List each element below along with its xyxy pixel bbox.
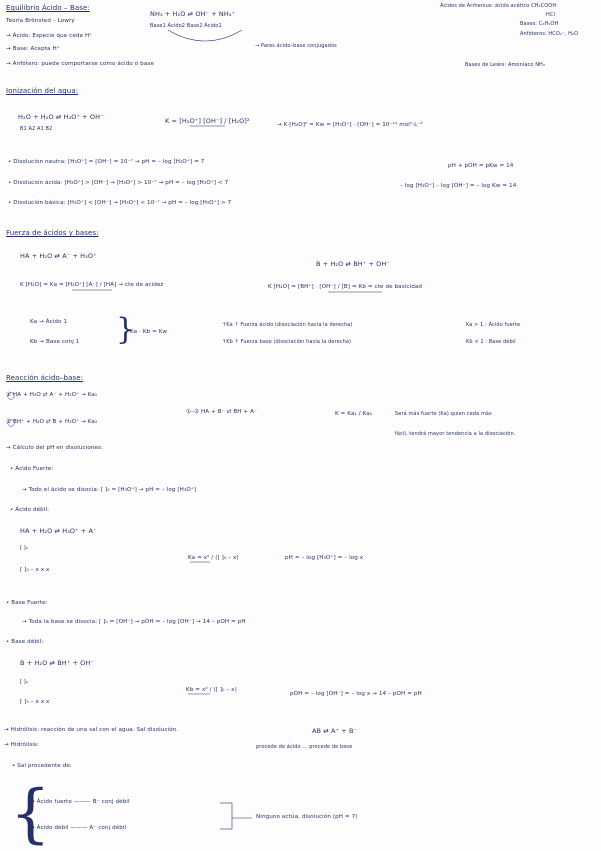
reaccion-combinada: ①–② HA + B⁻ ⇄ BH + A⁻	[186, 409, 258, 415]
acido-debil-ceq: [ ]₀ – x x x	[20, 567, 50, 573]
log-sum: – log [H₃O⁺] – log [OH⁻] = – log Kw = 14	[400, 183, 517, 189]
hidrolisis-case-1: → Ácido fuerte ——— B⁻ conj débil	[30, 799, 130, 805]
disolucion-acida: • Disolución ácida: [H₃O⁺] > [OH⁻] → [H₃O⁺] > 10⁻⁷ → pH = – log [H₃O⁺] < 7	[8, 180, 229, 186]
acido-debil-label: • Ácido débil:	[10, 507, 50, 513]
acido-debil-eq: HA + H₂O ⇄ H₃O⁺ + A⁻	[20, 527, 97, 535]
kb-debil-note: Kb < 1 : Base débil	[466, 339, 516, 345]
base-debil-label: • Base débil:	[6, 639, 44, 645]
agua-heading: Ionización del agua:	[6, 87, 79, 95]
sal-procedente: • Sal procedente de:	[12, 763, 72, 769]
hidrolisis-brace: {	[10, 777, 51, 851]
ka-note: Ka → Ácido 1	[30, 319, 68, 325]
ka-fuerte-note: Ka > 1 : Ácido fuerte	[466, 322, 521, 328]
agua-equation: H₂O + H₂O ⇄ H₃O⁺ + OH⁻	[18, 113, 104, 121]
hidrolisis-line: → Hidrólisis: reacción de una sal con el agua. Sal disolución.	[4, 727, 179, 733]
kb-expr: K [H₂O] = [BH⁺] · [OH⁻] / [B] = Kb = cte de basicidad	[268, 284, 423, 290]
reaccion-nota-1: Será más fuerte (Ka) quien ceda más	[395, 411, 492, 417]
agua-k-expr: K = [H₃O⁺] [OH⁻] / [H₂O]²	[165, 117, 250, 125]
disolucion-basica: • Disolución básica: [H₃O⁺] < [OH⁻] → [H₃O⁺] < 10⁻⁷ → pH = – log [H₃O⁺] > 7	[8, 200, 232, 206]
disolucion-neutra: • Disolución neutra: [H₃O⁺] = [OH⁻] = 10⁻⁷ → pH = – log [H₃O⁺] = 7	[8, 159, 205, 165]
bases-lewis: Bases de Lewis: Amoniaco NH₃	[465, 62, 546, 68]
b-equation: B + H₂O ⇄ BH⁺ + OH⁻	[316, 260, 390, 268]
acido-debil-ka: Ka = x² / ([ ]₀ – x)	[188, 555, 239, 561]
ha-equation: HA + H₂O ⇄ A⁻ + H₃O⁺	[20, 252, 97, 260]
ka-expr: K [H₂O] = Ka = [H₃O⁺] [A⁻] / [HA] → cte de acidez	[20, 282, 164, 288]
acidos-ejemplo-2: HCl	[546, 12, 555, 18]
k-ratio: K = Ka₁ / Ka₂	[335, 411, 373, 417]
acido-def: → Ácido: Especie que cede H⁺	[6, 33, 93, 39]
reaccion-nota-2: fácil, tendrá mayor tendencia a la disociación.	[395, 431, 516, 437]
base-debil-ph: pOH = – log [OH⁻] = – log x → 14 – pOH = pH	[290, 691, 422, 697]
page-title: Equilibrio Ácido – Base:	[6, 4, 90, 12]
hidrolisis-case-2: → Ácido débil ——— A⁻ conj débil	[30, 825, 127, 831]
ka-kb-brace: }	[116, 312, 136, 347]
fuerza-heading: Fuerza de ácidos y bases:	[6, 229, 99, 237]
teoria-line: Teoría Brönsted – Lowry	[6, 18, 75, 24]
ph-sum: pH + pOH = pKw = 14	[448, 163, 514, 169]
bases-ejemplo: Bases: C₆H₅OH	[520, 21, 559, 27]
hidrolisis-eq: AB ⇄ A⁺ + B⁻	[312, 727, 358, 735]
anfotero-def: → Anfótero: puede comportarse como ácido o base	[6, 61, 154, 67]
base-debil-c0: [ ]₀	[20, 679, 28, 685]
hidrolisis-result: Ninguno actúa, disolución (pH = 7)	[256, 814, 358, 820]
anfoteros-ejemplo: Anfóteros: HCO₃⁻, H₂O	[520, 31, 579, 37]
base-fuerte-label: • Base Fuerte:	[6, 600, 48, 606]
base-debil-eq: B + H₂O ⇄ BH⁺ + OH⁻	[20, 659, 94, 667]
acido-debil-ph: pH = – log [H₃O⁺] = – log x	[285, 555, 364, 561]
base-def: → Base: Acepta H⁺	[6, 46, 60, 52]
hidrolisis-sub: procede de ácido … procede de base	[256, 744, 353, 750]
base-fuerte-line: → Toda la base se disocia: [ ]₀ = [OH⁻] → pOH = – log [OH⁻] → 14 – pOH = pH	[22, 619, 246, 625]
acido-debil-c0: [ ]₀	[20, 545, 28, 551]
acido-fuerte-line: → Todo el ácido se disocia: [ ]₀ = [H₃O⁺] → pH = – log [H₃O⁺]	[22, 487, 197, 493]
base-debil-kb: Kb = x² / ([ ]₀ – x)	[186, 687, 237, 693]
intro-equation: NH₃ + H₂O ⇄ OH⁻ + NH₄⁺	[150, 10, 236, 18]
agua-labels: B1 A2 A1 B2	[20, 126, 53, 132]
acidos-ejemplo: Ácidos de Arrhenius: ácido acético CH₃COOH	[440, 3, 557, 9]
calculo-heading: → Cálculo del pH en disoluciones:	[6, 445, 104, 451]
reaccion-2: ② BH⁺ + H₂O ⇄ B + H₃O⁺ → Ka₂	[6, 419, 98, 425]
ka-fuerza: ↑Ka ↑ Fuerza ácido (disociación hacia la derecha)	[222, 322, 353, 328]
kb-fuerza: ↑Kb ↑ Fuerza base (disociación hacia la derecha)	[222, 339, 352, 345]
base-debil-ceq: [ ]₀ – x x x	[20, 699, 50, 705]
kb-note: Kb → Base conj 1	[30, 339, 80, 345]
hidrolisis-heading: → Hidrólisis:	[4, 742, 40, 748]
reaccion-1: ① HA + H₂O ⇄ A⁻ + H₃O⁺ → Ka₁	[6, 392, 98, 398]
reaccion-heading: Reacción ácido–base:	[6, 374, 84, 382]
intro-labels: Base1 Ácido2 Base2 Ácido1	[150, 23, 222, 29]
acido-fuerte-label: • Ácido Fuerte:	[10, 466, 54, 472]
ka-kb-kw: Ka · Kb = Kw	[130, 329, 168, 335]
agua-kw: → K·[H₂O]² = Kw = [H₃O⁺] · [OH⁻] = 10⁻¹⁴ mol²·L⁻²	[277, 122, 423, 128]
pares-note: → Pares ácido–base conjugados	[255, 43, 337, 49]
